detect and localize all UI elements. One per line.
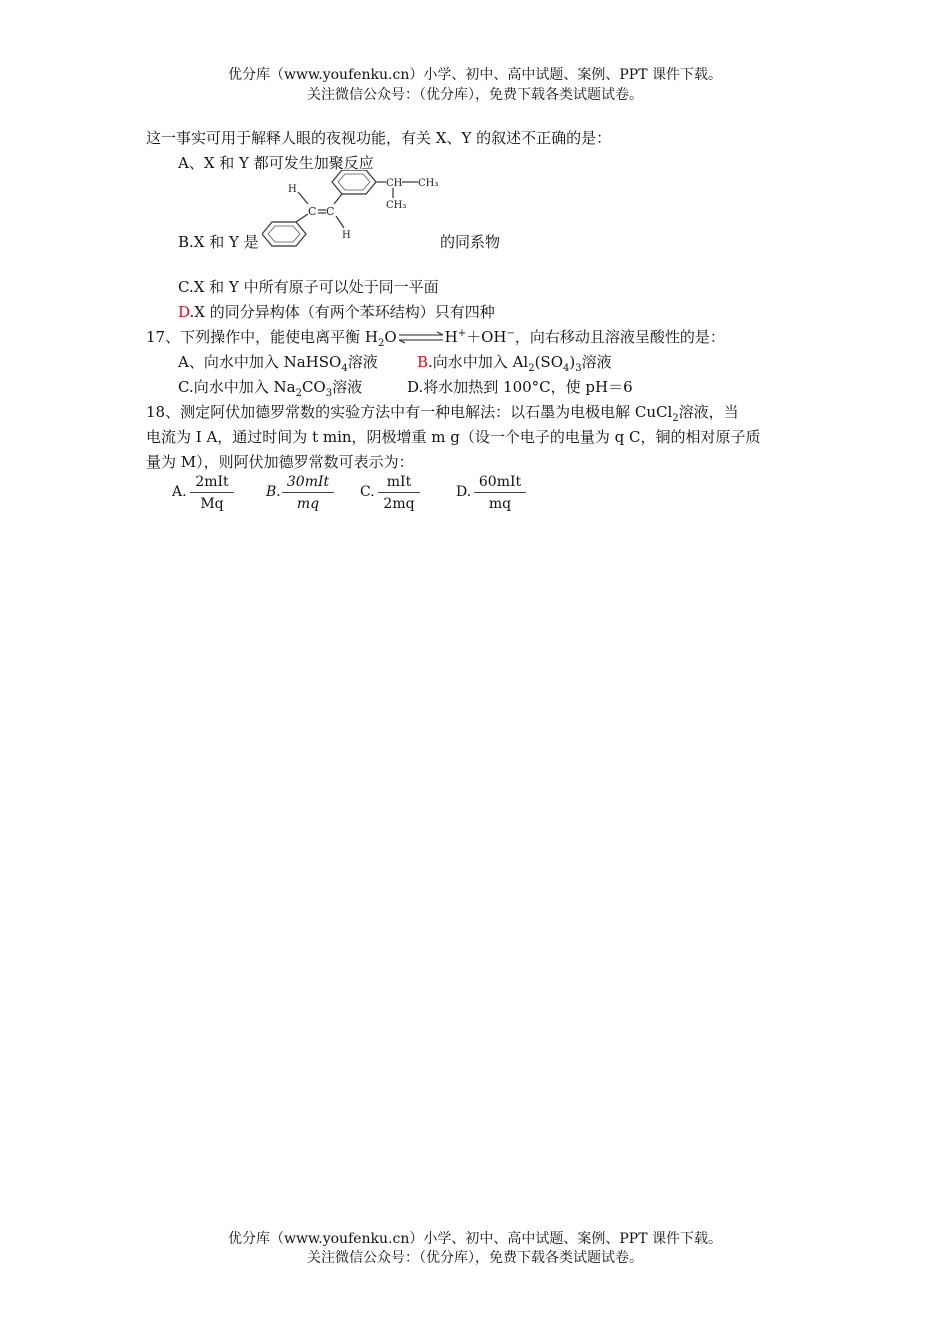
q16-option-b-suffix: 的同系物 [440, 233, 501, 251]
q18-line-1 [146, 401, 739, 422]
q18-option-c-denominator: 2mq [383, 496, 415, 512]
q17-option-b-so: (SO [534, 353, 564, 371]
q18-option-d-denominator: mq [488, 496, 512, 512]
q16-option-a: A、X 和 Y 都可发生加聚反应 [178, 154, 374, 172]
stilbene-structure-diagram [262, 170, 442, 250]
q18-option-a-fraction [190, 474, 234, 512]
q18-option-a-denominator: Mq [200, 496, 224, 512]
q17-option-b-letter: B [417, 353, 429, 371]
q17-sup-minus: − [506, 328, 515, 339]
q18-option-c-fraction [378, 474, 420, 512]
q16-option-d [178, 301, 495, 322]
q18-option-c-numerator: mIt [378, 474, 420, 493]
q17-option-c-co: CO [301, 378, 326, 396]
q17-stem [146, 326, 725, 347]
header-line-1: 优分库（www.youfenku.cn）小学、初中、高中试题、案例、PPT 课件下载。 [227, 67, 722, 83]
q18-option-a-label: A. [172, 484, 187, 500]
q18-line-1-sub: 2 [672, 413, 679, 424]
q17-option-b [417, 351, 612, 372]
q18-line-1-text: 18、测定阿伏加德罗常数的实验方法中有一种电解法：以石墨为电极电解 CuCl [146, 403, 673, 421]
struct-h-bottom: H [342, 230, 351, 241]
struct-ch: CH [386, 178, 403, 189]
equilibrium-arrow-icon [397, 331, 445, 345]
q18-option-c-label: C. [360, 484, 375, 500]
footer-line-1: 优分库（www.youfenku.cn）小学、初中、高中试题、案例、PPT 课件下载。 [227, 1231, 722, 1247]
q17-option-a [178, 351, 378, 372]
q18-line-1-tail: 溶液，当 [678, 403, 739, 421]
q17-stem-c: H [444, 328, 458, 346]
q17-option-c-sub2: 3 [325, 388, 333, 399]
q17-stem-a: 17、下列操作中，能使电离平衡 H [146, 328, 378, 346]
q17-sup-plus: + [457, 328, 467, 339]
struct-ch3-a: CH₃ [418, 178, 439, 189]
q17-option-b-paren: ) [569, 353, 576, 371]
q17-option-b-text: .向水中加入 Al [428, 353, 529, 371]
q16-option-d-letter: D [178, 303, 190, 321]
q17-option-b-sub3: 3 [575, 363, 582, 374]
q17-sub: 2 [377, 338, 385, 349]
q17-option-a-tail: 溶液 [347, 353, 378, 371]
q17-option-c-text: C.向水中加入 Na [178, 378, 296, 396]
q16-stem: 这一事实可用于解释人眼的夜视功能，有关 X、Y 的叙述不正确的是： [146, 129, 612, 147]
q17-stem-e: ，向右移动且溶液呈酸性的是： [514, 328, 725, 346]
q18-option-b-fraction [282, 474, 334, 512]
struct-ch3-b: CH₃ [386, 200, 407, 211]
q18-line-2: 电流为 I A，通过时间为 t min，阴极增重 m g（设一个电子的电量为 q C，铜的相对原子质 [146, 428, 761, 446]
q17-option-d: D.将水加热到 100°C，使 pH＝6 [407, 378, 633, 396]
q17-option-b-sub2: 4 [563, 363, 570, 374]
q18-option-d-fraction [474, 474, 526, 512]
footer-line-2: 关注微信公众号：（优分库），免费下载各类试题试卷。 [307, 1250, 643, 1266]
q18-option-d-numerator: 60mIt [474, 474, 526, 493]
q18-option-a-numerator: 2mIt [190, 474, 234, 493]
q17-option-a-text: A、向水中加入 NaHSO [178, 353, 342, 371]
q18-option-d-label: D. [456, 484, 472, 500]
q18-line-3: 量为 M），则阿伏加德罗常数可表示为： [146, 453, 414, 471]
q18-option-b-label: B. [266, 484, 281, 500]
struct-h-top: H [288, 184, 297, 195]
q17-option-b-tail: 溶液 [581, 353, 612, 371]
q17-stem-d: ＋OH [466, 328, 507, 346]
q16-option-b-prefix: B.X 和 Y 是 [178, 233, 259, 251]
q17-option-c [178, 376, 362, 397]
q16-option-d-text: .X 的同分异构体（有两个苯环结构）只有四种 [189, 303, 495, 321]
q18-option-b-numerator: 30mIt [282, 474, 334, 493]
header-line-2: 关注微信公众号：（优分库），免费下载各类试题试卷。 [307, 87, 643, 103]
q18-option-b-denominator: mq [296, 496, 320, 512]
q17-option-c-sub1: 2 [295, 388, 302, 399]
struct-c-left: C [308, 205, 317, 218]
q17-option-b-sub1: 2 [528, 363, 535, 374]
q17-stem-b: O [384, 328, 397, 346]
q17-option-a-sub: 4 [341, 363, 348, 374]
q16-option-c: C.X 和 Y 中所有原子可以处于同一平面 [178, 278, 439, 296]
struct-c-right: C [326, 205, 335, 218]
q17-option-c-tail: 溶液 [332, 378, 363, 396]
